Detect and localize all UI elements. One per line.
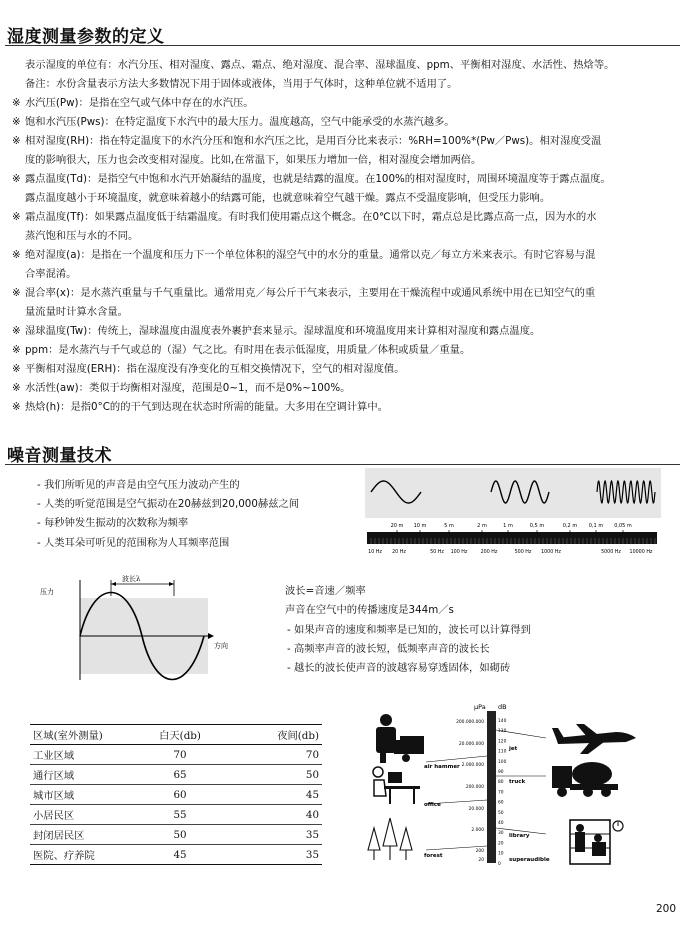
definition-line [12, 398, 682, 417]
wavelength-value: 0,2 m [562, 523, 578, 529]
wave-note-item: - 如果声音的速度和频率是已知的，波长可以计算得到 [287, 623, 531, 636]
definition-text: 合率混淆。 [25, 268, 77, 280]
noise-level-figure [366, 700, 666, 868]
definition-text: 量流量时计算水含量。 [25, 306, 128, 318]
table-cell: 40 [228, 805, 322, 825]
direction-arrow-icon [208, 633, 214, 639]
forest-icon [368, 818, 412, 860]
sound-speed: 声音在空气中的传播速度是344m／s [285, 604, 454, 617]
wavelength-value: 0,1 m [588, 523, 604, 529]
definition-text: 相对湿度(RH)：指在特定温度下的水汽分压和饱和水汽压之比，是用百分比来表示：%RH=100%*(Pw／Pws)。相对湿度受温 [25, 135, 602, 147]
reference-mark-icon: ※ [12, 363, 21, 375]
reference-mark-icon: ※ [12, 211, 21, 223]
noise-bullets [37, 476, 299, 553]
truck-icon [552, 762, 618, 797]
office-label: office [424, 802, 441, 808]
upa-value: 200 [475, 849, 484, 854]
table-row [30, 745, 322, 765]
definition-line [12, 360, 682, 379]
wavelength-value: 5 m [444, 523, 454, 529]
db-value: 100 [498, 759, 507, 765]
definition-line [12, 227, 682, 246]
table-cell: 55 [132, 805, 228, 825]
air-hammer-label: air hammer [424, 764, 460, 770]
direction-label: 方向 [214, 642, 228, 650]
definition-text: 度的影响很大，压力也会改变相对湿度。比如,在常温下，如果压力增加一倍，相对湿度会增加两倍。 [25, 154, 482, 166]
frequency-value: 50 Hz [430, 550, 444, 555]
definition-line [12, 265, 682, 284]
section-title-noise: 噪音测量技术 [7, 446, 112, 466]
definition-text: 混合率(x)：是水蒸汽重量与千气重量比。通常用克／每公斤干气来表示，主要用在干燥流程中或通风系统中用在已知空气的重 [25, 287, 596, 299]
jet-icon [552, 724, 636, 754]
table-cell: 65 [132, 765, 228, 785]
definition-line [12, 246, 682, 265]
frequency-labels [368, 549, 653, 555]
frequency-value: 100 Hz [450, 550, 468, 555]
definition-text: 平衡相对湿度(ERH)：指在湿度没有净变化的互相交换情况下，空气的相对湿度值。 [25, 363, 405, 375]
definition-line [12, 170, 682, 189]
reference-mark-icon: ※ [12, 173, 21, 185]
definition-line [12, 208, 682, 227]
definition-text: ppm：是水蒸汽与千气或总的（湿）气之比。有时用在表示低湿度，用质量／体积或质量／重量。 [25, 344, 471, 356]
table-cell: 封闭居民区 [30, 825, 132, 845]
frequency-value: 10 Hz [368, 550, 382, 555]
upa-value: 20.000.000 [458, 742, 484, 747]
upa-unit-label: μPa [474, 703, 486, 711]
db-value: 130 [498, 729, 507, 735]
wavelength-value: 2 m [477, 523, 487, 529]
definition-text: 水活性(aw)：类似于均衡相对湿度，范围是0~1，而不是0%~100%。 [25, 382, 351, 394]
table-cell: 医院、疗养院 [30, 845, 132, 865]
definition-line [12, 113, 682, 132]
wave-note-item: - 高频率声音的波长短，低频率声音的波长长 [287, 642, 490, 655]
intro-line: 表示湿度的单位有：水汽分压、相对湿度、露点、霜点、绝对湿度、混合率、湿球温度、ppm、平衡相对湿度、水活性、热焓等。 [25, 59, 615, 71]
wave-formula: 波长=音速／频率 [285, 585, 366, 597]
upa-value: 20 [478, 858, 484, 863]
table-cell: 小居民区 [30, 805, 132, 825]
office-icon [373, 767, 420, 804]
upa-value: 20.000 [468, 807, 484, 812]
db-value: 10 [498, 851, 504, 857]
definition-text: 蒸汽饱和压与水的不同。 [25, 230, 139, 242]
wavelength-diagram [38, 572, 270, 684]
definition-line [12, 303, 682, 322]
leader-line [426, 756, 487, 762]
table-cell: 60 [132, 785, 228, 805]
frequency-value: 1000 Hz [541, 550, 561, 555]
wavelength-value: 20 m [390, 523, 404, 529]
db-value: 30 [498, 831, 504, 837]
bullet-item: - 我们所听见的声音是由空气压力波动产生的 [37, 479, 240, 491]
noise-limit-table [30, 724, 322, 865]
definition-text: 绝对湿度(a)：是指在一个温度和压力下一个单位体积的湿空气中的水分的重量。通常以克／每立方米来表示。有时它容易与混 [25, 249, 596, 261]
definition-text: 露点温度(Td)：是指空气中饱和水汽开始凝结的温度，也就是结露的温度。在100%的相对湿度时，周围环境温度等于露点温度。 [25, 173, 611, 185]
section-divider [5, 464, 680, 465]
definition-line [12, 189, 682, 208]
frequency-value: 20 Hz [392, 550, 406, 555]
reference-mark-icon: ※ [12, 401, 21, 413]
frequency-value: 200 Hz [480, 550, 498, 555]
table-cell: 工业区域 [30, 745, 132, 765]
definition-text: 热焓(h)：是指0°C的的干气到达现在状态时所需的能量。大多用在空调计算中。 [25, 401, 388, 413]
wavelength-value: 10 m [413, 523, 427, 529]
definition-text: 露点温度越小于环境温度，就意味着越小的结露可能，也就意味着空气越干燥。露点不受温度影响，但受压力影响。 [25, 192, 551, 204]
frequency-value: 10000 Hz [629, 550, 653, 555]
reference-mark-icon: ※ [12, 135, 21, 147]
reference-mark-icon: ※ [12, 382, 21, 394]
reference-mark-icon: ※ [12, 97, 21, 109]
db-value: 20 [498, 841, 504, 847]
section-title-humidity: 湿度测量参数的定义 [7, 27, 165, 47]
table-row [30, 765, 322, 785]
definition-text: 湿球温度(Tw)：传统上，湿球温度由温度表外裹护套来显示。湿球温度和环境温度用来计算相对湿度和露点温度。 [25, 325, 541, 337]
db-value: 120 [498, 739, 507, 745]
definition-text: 霜点温度(Tf)：如果露点温度低于结霜温度。有时我们使用霜点这个概念。在0℃以下时，霜点总是比露点高一点，因为水的水 [25, 211, 597, 223]
definition-line [12, 341, 682, 360]
table-cell: 50 [132, 825, 228, 845]
db-scale-bar [487, 711, 496, 863]
wavelength-value: 0,05 m [614, 523, 632, 529]
table-row [30, 805, 322, 825]
forest-label: forest [424, 853, 443, 859]
upa-value: 2.000.000 [461, 763, 484, 768]
wavelength-value: 0,5 m [529, 523, 545, 529]
db-value: 70 [498, 790, 504, 796]
wave-notes [285, 582, 531, 678]
table-row [30, 785, 322, 805]
db-value: 0 [498, 861, 501, 867]
definition-text: 饱和水汽压(Pws)：在特定温度下水汽中的最大压力。温度越高，空气中能承受的水蒸汽越多。 [25, 116, 455, 128]
db-value: 110 [498, 749, 507, 755]
humidity-definitions [12, 56, 682, 417]
reference-mark-icon: ※ [12, 344, 21, 356]
intro-line: 备注：水份含量表示方法大多数情况下用于固体或液体，当用于气体时，这种单位就不适用了。 [25, 78, 458, 90]
upa-values [456, 719, 484, 863]
db-value: 90 [498, 770, 504, 775]
section-divider [5, 45, 680, 46]
definition-line [12, 322, 682, 341]
superaudible-label: superaudible [509, 857, 550, 863]
table-header: 区域(室外测量) [30, 725, 132, 745]
frequency-value: 500 Hz [514, 550, 532, 555]
table-cell: 50 [228, 765, 322, 785]
table-cell: 45 [228, 785, 322, 805]
library-icon [570, 820, 623, 864]
upa-value: 200.000.000 [456, 720, 484, 725]
wavelength-labels [391, 523, 632, 529]
db-values [498, 718, 507, 867]
frequency-bar [367, 532, 657, 544]
db-value: 80 [498, 780, 504, 786]
db-value: 50 [498, 810, 504, 816]
frequency-value: 5000 Hz [601, 550, 621, 555]
definition-line [12, 284, 682, 303]
definition-line [12, 94, 682, 113]
db-value: 140 [498, 719, 507, 724]
wavelength-label: 波长λ [122, 575, 141, 583]
bullet-item: - 人类的听觉范围是空气振动在20赫兹到20,000赫兹之间 [37, 498, 300, 511]
db-value: 60 [498, 800, 504, 806]
air-hammer-icon [376, 714, 424, 763]
table-cell: 35 [228, 825, 322, 845]
definition-text: 水汽压(Pw)：是指在空气或气体中存在的水汽压。 [25, 97, 254, 109]
table-cell: 通行区域 [30, 765, 132, 785]
table-row [30, 825, 322, 845]
arrow-left-icon [111, 582, 116, 586]
upa-value: 2.000 [471, 828, 484, 833]
table-row [30, 845, 322, 865]
truck-label: truck [509, 779, 526, 785]
table-header: 夜间(db) [228, 725, 322, 745]
wavelength-value: 1 m [503, 523, 513, 529]
table-cell: 城市区域 [30, 785, 132, 805]
jet-label: jet [509, 746, 518, 752]
bullet-item: - 每秒钟发生振动的次数称为频率 [37, 517, 189, 530]
page-number: 200 [655, 903, 676, 915]
upa-value: 200.000 [465, 785, 484, 790]
definition-line [12, 151, 682, 170]
db-unit-label: dB [498, 703, 507, 711]
definition-line [12, 379, 682, 398]
definition-line [12, 132, 682, 151]
bullet-item: - 人类耳朵可听见的范围称为人耳频率范围 [37, 536, 230, 549]
pressure-label: 压力 [40, 588, 54, 596]
sound-spectrum-figure [365, 468, 665, 560]
table-cell: 70 [132, 745, 228, 765]
table-cell: 35 [228, 845, 322, 865]
reference-mark-icon: ※ [12, 325, 21, 337]
table-header-row [30, 725, 322, 745]
table-cell: 70 [228, 745, 322, 765]
arrow-right-icon [169, 582, 174, 586]
library-label: library [509, 833, 530, 839]
table-header: 白天(db) [132, 725, 228, 745]
table-cell: 45 [132, 845, 228, 865]
reference-mark-icon: ※ [12, 116, 21, 128]
db-value: 40 [498, 821, 504, 826]
wave-note-item: - 越长的波长使声音的波越容易穿透固体，如砌砖 [287, 662, 511, 675]
reference-mark-icon: ※ [12, 287, 21, 299]
reference-mark-icon: ※ [12, 249, 21, 261]
